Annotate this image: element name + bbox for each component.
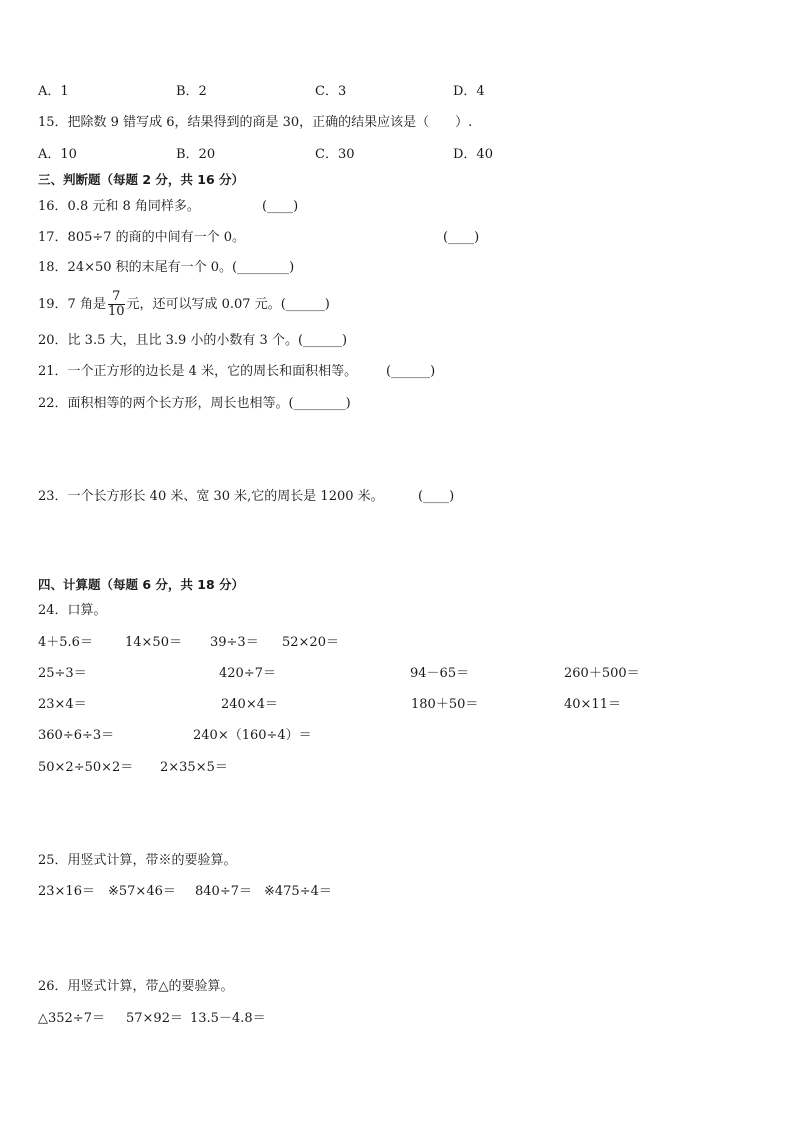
q18-text: 18．24×50 积的末尾有一个 0。(________) — [38, 260, 295, 275]
q14-option-d: D．4 — [453, 84, 485, 99]
q19-line — [38, 288, 330, 322]
q26-item-2: 57×92＝ — [126, 1011, 183, 1026]
q14-option-a: A．1 — [38, 84, 69, 99]
q15-option-d: D．40 — [453, 147, 493, 162]
q21-text: 21．一个正方形的边长是 4 米，它的周长和面积相等。 — [38, 364, 358, 379]
q22-text: 22．面积相等的两个长方形，周长也相等。(________) — [38, 396, 351, 411]
q25-item-1: 23×16＝ — [38, 884, 95, 899]
q24-r2-c2: 420÷7＝ — [219, 666, 276, 681]
q24-r4-c2: 240×（160÷4）＝ — [193, 728, 312, 743]
q15-option-b: B．20 — [176, 147, 216, 162]
q16-text: 16．0.8 元和 8 角同样多。 — [38, 199, 200, 214]
q17-blank: (____) — [443, 230, 480, 245]
q24-r2-c1: 25÷3＝ — [38, 666, 87, 681]
q15-stem: 15．把除数 9 错写成 6，结果得到的商是 30，正确的结果应该是（ ）. — [38, 115, 473, 130]
q24-r3-c1: 23×4＝ — [38, 697, 87, 712]
q16-blank: (____) — [262, 199, 299, 214]
q25-title: 25．用竖式计算，带※的要验算。 — [38, 853, 237, 868]
q20-text: 20．比 3.5 大，且比 3.9 小的小数有 3 个。(______) — [38, 333, 348, 348]
q24-r5-c2: 2×35×5＝ — [160, 760, 228, 775]
q24-r1-c3: 39÷3＝ — [210, 635, 259, 650]
q23-blank: (____) — [418, 489, 455, 504]
q25-item-4: ※475÷4＝ — [264, 884, 332, 899]
q26-title: 26．用竖式计算，带△的要验算。 — [38, 979, 234, 994]
q24-r5-c1: 50×2÷50×2＝ — [38, 760, 134, 775]
q25-item-3: 840÷7＝ — [195, 884, 252, 899]
q19-fraction — [108, 290, 125, 319]
q24-r1-c4: 52×20＝ — [282, 635, 339, 650]
q19-fraction-numerator: 7 — [108, 290, 125, 305]
q24-r3-c4: 40×11＝ — [564, 697, 621, 712]
q24-r2-c4: 260＋500＝ — [564, 666, 640, 681]
q17-text: 17．805÷7 的商的中间有一个 0。 — [38, 230, 246, 245]
q24-r1-c2: 14×50＝ — [125, 635, 182, 650]
section-4-title: 四、计算题（每题 6 分，共 18 分） — [38, 577, 245, 592]
q24-r3-c2: 240×4＝ — [221, 697, 278, 712]
q15-option-a: A．10 — [38, 147, 77, 162]
q26-item-1: △352÷7＝ — [38, 1011, 105, 1026]
q19-text-pre: 19．7 角是 — [38, 297, 106, 312]
q24-r4-c1: 360÷6÷3＝ — [38, 728, 115, 743]
section-3-title: 三、判断题（每题 2 分，共 16 分） — [38, 172, 245, 187]
q24-r1-c1: 4＋5.6＝ — [38, 635, 93, 650]
q25-item-2: ※57×46＝ — [108, 884, 176, 899]
q21-blank: (______) — [386, 364, 436, 379]
q24-title: 24．口算。 — [38, 603, 107, 618]
q26-item-3: 13.5－4.8＝ — [190, 1011, 266, 1026]
q14-option-c: C．3 — [315, 84, 347, 99]
q15-option-c: C．30 — [315, 147, 355, 162]
q19-fraction-denominator: 10 — [107, 304, 125, 319]
q14-option-b: B．2 — [176, 84, 207, 99]
q19-text-post: 元，还可以写成 0.07 元。(______) — [126, 297, 330, 312]
q24-r3-c3: 180＋50＝ — [411, 697, 479, 712]
q24-r2-c3: 94－65＝ — [410, 666, 470, 681]
q23-text: 23．一个长方形长 40 米、宽 30 米,它的周长是 1200 米。 — [38, 489, 384, 504]
